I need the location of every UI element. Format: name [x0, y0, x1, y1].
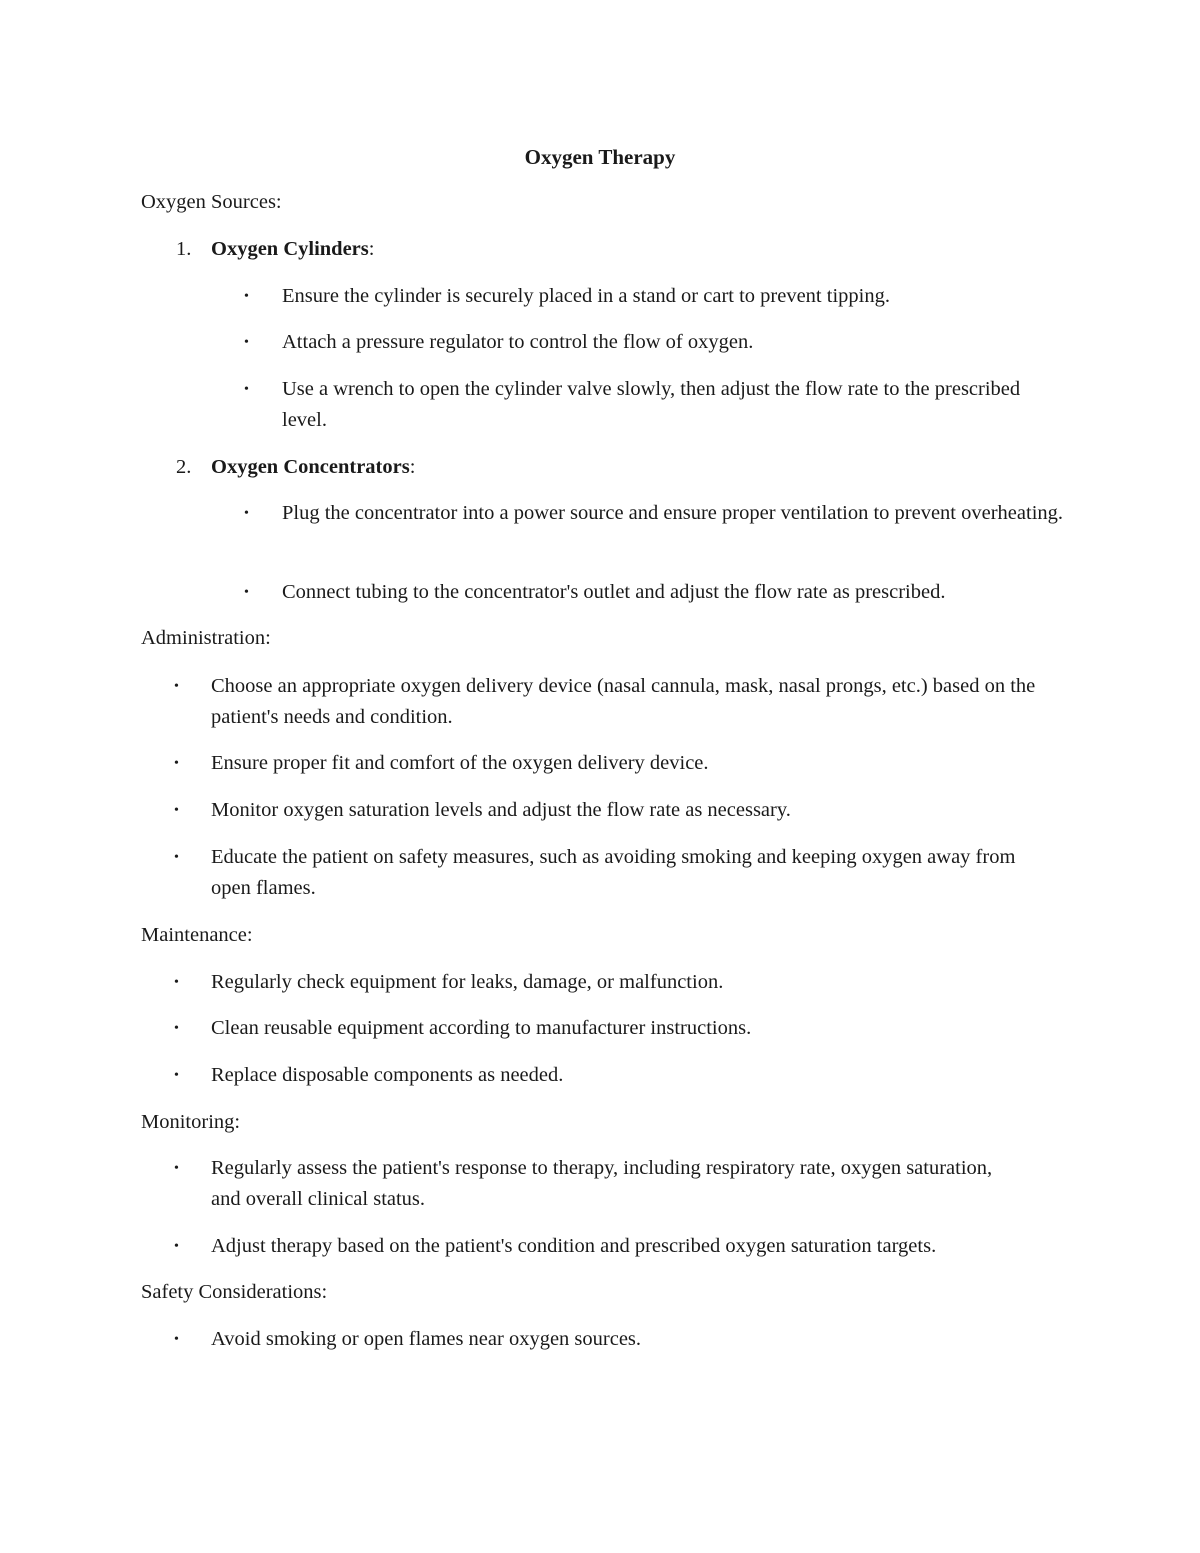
- section-heading-monitoring: Monitoring:: [141, 1111, 241, 1133]
- list-item: Monitor oxygen saturation levels and adjust the flow rate as necessary.: [211, 799, 791, 821]
- list-item: Attach a pressure regulator to control the flow of oxygen.: [282, 331, 754, 353]
- list-item: Educate the patient on safety measures, such as avoiding smoking and keeping oxygen away from open flames.: [211, 846, 1016, 899]
- bullet-icon: •: [174, 1239, 179, 1254]
- bullet-icon: •: [174, 1021, 179, 1036]
- bullet-icon: •: [244, 289, 249, 304]
- bullet-icon: •: [174, 1332, 179, 1347]
- document-title: Oxygen Therapy: [524, 145, 676, 169]
- list-item: Replace disposable components as needed.: [211, 1064, 564, 1086]
- list-item: Choose an appropriate oxygen delivery device (nasal cannula, mask, nasal prongs, etc.) based on the patient's needs and condition.: [211, 675, 1036, 728]
- bullet-icon: •: [174, 756, 179, 771]
- bullet-icon: •: [244, 506, 249, 521]
- bullet-icon: •: [174, 975, 179, 990]
- list-number: 2.: [176, 456, 192, 478]
- list-item: Regularly assess the patient's response to therapy, including respiratory rate, oxygen saturation, and overall clinical status.: [211, 1157, 993, 1210]
- bullet-icon: •: [174, 679, 179, 694]
- section-heading-administration: Administration:: [141, 627, 271, 649]
- bullet-icon: •: [244, 335, 249, 350]
- list-item: Clean reusable equipment according to manufacturer instructions.: [211, 1017, 752, 1039]
- bullet-icon: •: [174, 1161, 179, 1176]
- list-item: Ensure proper fit and comfort of the oxygen delivery device.: [211, 752, 709, 774]
- bullet-icon: •: [174, 803, 179, 818]
- list-item: Adjust therapy based on the patient's condition and prescribed oxygen saturation targets.: [211, 1235, 937, 1257]
- list-item: Plug the concentrator into a power source and ensure proper ventilation to prevent overheating.: [282, 502, 1064, 524]
- list-item: Avoid smoking or open flames near oxygen sources.: [211, 1328, 642, 1350]
- list-item-label: Oxygen Concentrators:: [211, 456, 416, 478]
- section-heading-safety: Safety Considerations:: [141, 1281, 328, 1303]
- list-item: Connect tubing to the concentrator's outlet and adjust the flow rate as prescribed.: [282, 581, 946, 603]
- bullet-icon: •: [174, 850, 179, 865]
- list-item: Regularly check equipment for leaks, damage, or malfunction.: [211, 971, 724, 993]
- section-heading-maintenance: Maintenance:: [141, 924, 253, 946]
- section-heading-sources: Oxygen Sources:: [141, 191, 282, 213]
- list-number: 1.: [176, 238, 192, 260]
- list-item: Use a wrench to open the cylinder valve slowly, then adjust the flow rate to the prescribed level.: [282, 378, 1021, 431]
- bullet-icon: •: [174, 1068, 179, 1083]
- bullet-icon: •: [244, 585, 249, 600]
- list-item: Ensure the cylinder is securely placed in a stand or cart to prevent tipping.: [282, 285, 890, 307]
- list-item-label: Oxygen Cylinders:: [211, 238, 375, 260]
- bullet-icon: •: [244, 382, 249, 397]
